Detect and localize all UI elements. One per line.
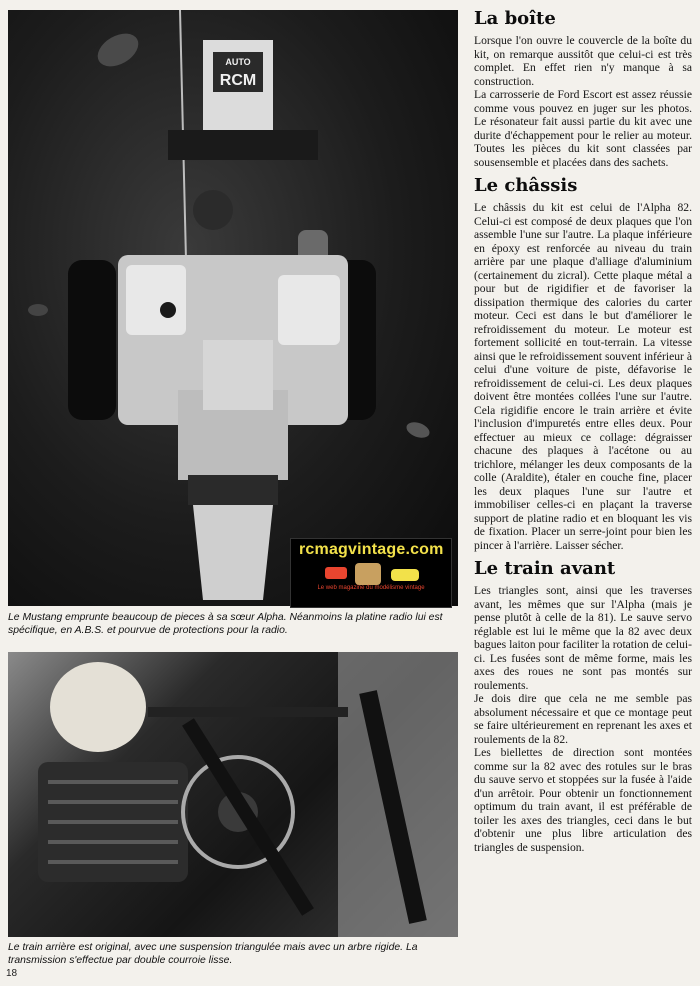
rear-transmission-photo xyxy=(8,652,458,937)
paragraph: Je dois dire que cela ne me semble pas absolument nécessaire et que ce montage peut se faire ultérieurement en reprenant les axes et roulements de la 82. xyxy=(474,692,692,746)
chassis-illustration xyxy=(8,10,458,606)
section-title: Le train avant xyxy=(474,558,616,579)
paragraph: La carrosserie de Ford Escort est assez réussie comme vous pouvez en juger sur les photos. Le résonateur fait aussi partie du kit avec une durite d'échappement pour le relier au moteur. Toutes les pièces du kit sont classées par sousensemble et placées dans des sachets. xyxy=(474,88,692,169)
page-number: 18 xyxy=(6,968,18,979)
section-title: La boîte xyxy=(474,8,556,29)
watermark-cars-icon xyxy=(291,561,451,601)
article-column xyxy=(474,8,692,860)
caption-top: Le Mustang emprunte beaucoup de pieces à sa sœur Alpha. Néanmoins la platine radio lui est spécifique, en A.B.S. et pourvue de protections pour la radio. xyxy=(8,612,443,636)
box-label-auto: AUTO xyxy=(225,57,251,67)
watermark-tagline: Le web magazine du modélisme vintage xyxy=(317,585,425,591)
section-la-boite xyxy=(474,8,692,169)
section-title: Le châssis xyxy=(474,175,578,196)
box-label-rcm: RCM xyxy=(219,72,257,89)
caption-bottom: Le train arrière est original, avec une suspension triangulée mais avec un arbre rigide. La transmission s'effectue par double courroie lisse. xyxy=(8,942,418,966)
paragraph: Les biellettes de direction sont montées comme sur la 82 avec des rotules sur le bras du sauve servo et stoppées sur la fusée à l'aide d'un arrêtoir. Pour obtenir un fonctionnement optimum du train avant, il est préférable de toiler les axes des triangles, ceci dans le but d'obtenir une plus libre articulation des triangles de suspension. xyxy=(474,746,692,854)
transmission-illustration xyxy=(8,652,458,937)
chassis-photo xyxy=(8,10,458,606)
paragraph: Les triangles sont, ainsi que les traverses avant, les mêmes que sur l'Alpha (mais je pense plutôt à celle de la 81). Le sauve servo réglable est lui le même que la 82 avec deux bagues laiton pour faciliter la rotation de celui-ci. Les fusées sont de même forme, mais les axes des roues ne sont pas montés sur roulements. xyxy=(474,584,692,692)
paragraph: Le châssis du kit est celui de l'Alpha 82. Celui-ci est composé de deux plaques que l'on assemble l'une sur l'autre. La plaque inférieure en époxy est renforcée au niveau du train arrière par une plaque d'alliage d'aluminium (certainement du zicral). Cette plaque métal a pour but de rigidifier et de favoriser la dissipation thermique des calories du carter moteur. Ceci est dans le but d'améliorer le refroidissement du moteur. Le moteur est fortement sollicité en tout-terrain. La vitesse ainsi que le refroidissement souvent inférieur à celui d'une voiture de piste, défavorise le refroidissement de celui-ci. Les deux plaques doivent être montées collées l'une sur l'autre. Cela rigidifie encore le train arrière et évite l'inclusion d'impuretés entre elles deux. Pour effectuer au mieux ce collage: dégraisser chacune des plaques à l'acétone ou au trichlore, mélanger les deux composants de la colle (Araldite), étaler en couche fine, placer les deux plaques l'une sur l'autre et immobiliser celles-ci en plaçant la traverse support de platine radio et en bloquant les vis de fixation. Placer un serre-joint pour bien les pincer à l'arrière. Laisser sécher. xyxy=(474,201,692,552)
section-le-train-avant xyxy=(474,558,692,854)
paragraph: Lorsque l'on ouvre le couvercle de la boîte du kit, on remarque aussitôt que celui-ci est très complet. En effet rien n'y manque à sa construction. xyxy=(474,34,692,88)
section-le-chassis xyxy=(474,175,692,552)
site-watermark xyxy=(290,538,452,608)
watermark-site: rcmagvintage.com xyxy=(299,541,444,558)
